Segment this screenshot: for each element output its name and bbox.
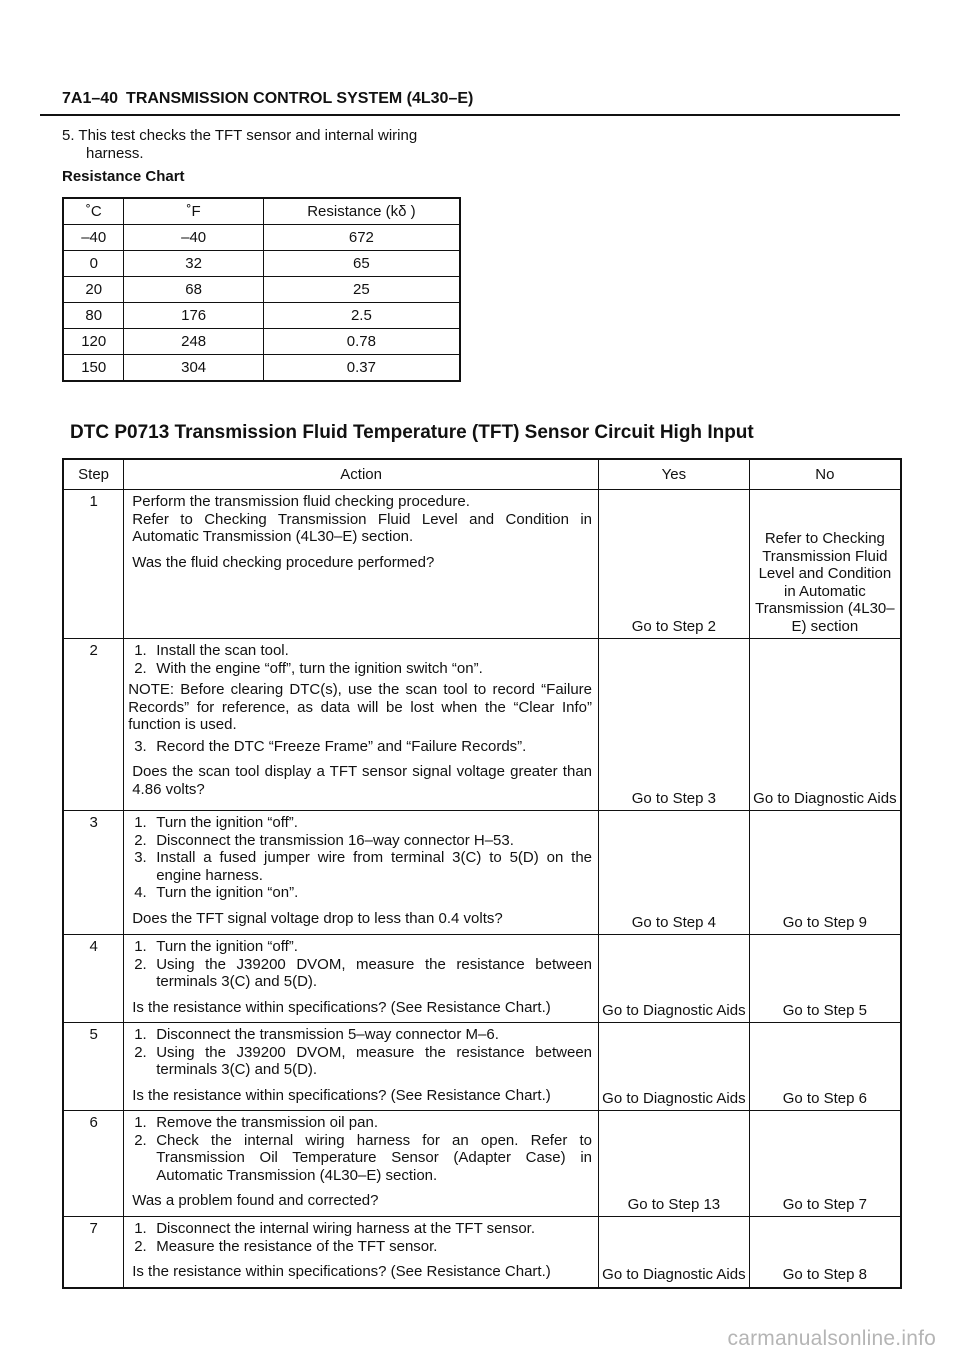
column-header-yes: Yes [599, 459, 750, 490]
list-number: 1. [134, 1026, 147, 1043]
table-cell: 25 [263, 277, 460, 303]
list-number: 2. [134, 955, 147, 973]
no-result: Go to Step 6 [749, 1023, 901, 1111]
list-text: Check the internal wiring harness for an open. Refer to Transmission Oil Temperature Sensor (Adapter Case) in Automatic Transmission (4L30–E) section. [156, 1131, 593, 1184]
table-row [63, 251, 460, 277]
action-question: Was the fluid checking procedure performed? [132, 553, 435, 571]
table-cell: 248 [124, 329, 263, 355]
action-question: Is the resistance within specifications? (See Resistance Chart.) [132, 1263, 551, 1280]
step-number: 7 [63, 1217, 124, 1288]
table-row [63, 329, 460, 355]
table-cell: 80 [63, 303, 124, 329]
table-cell: 176 [124, 303, 263, 329]
no-result: Refer to Checking Transmission Fluid Level and Condition in Automatic Transmission (4L30–E) section [749, 490, 901, 639]
yes-result: Go to Diagnostic Aids [599, 1217, 750, 1288]
page-code: 7A1–40 [62, 90, 119, 107]
table-cell: 0 [63, 251, 124, 277]
table-row-step-3 [63, 811, 901, 935]
list-item [132, 849, 592, 884]
step-number: 4 [63, 935, 124, 1023]
step-number: 3 [63, 811, 124, 935]
table-cell: 0.37 [263, 355, 460, 382]
list-text: Disconnect the internal wiring harness at the TFT sensor. [156, 1220, 536, 1237]
step-number: 6 [63, 1111, 124, 1217]
action-question: Is the resistance within specifications? (See Resistance Chart.) [132, 1086, 551, 1104]
column-header-celsius: ˚C [63, 198, 124, 225]
table-cell: 2.5 [263, 303, 460, 329]
note-text: NOTE: Before clearing DTC(s), use the scan tool to record “Failure Records” for reference, as data will be lost when the “Clear Info” function is used. [128, 681, 593, 733]
list-number: 2. [134, 1237, 147, 1255]
action-text: Refer to Checking Transmission Fluid Level and Condition in Automatic Transmission (4L30–E) section. [132, 510, 593, 545]
step-action [124, 935, 599, 1023]
table-cell: 65 [263, 251, 460, 277]
list-item [132, 1044, 592, 1079]
intro-text [62, 127, 417, 163]
list-text: Measure the resistance of the TFT sensor. [156, 1237, 438, 1255]
action-question: Does the TFT signal voltage drop to less than 0.4 volts? [132, 909, 503, 927]
step-number: 2 [63, 639, 124, 811]
table-row-step-2 [63, 639, 901, 811]
list-text: Turn the ignition “on”. [156, 884, 299, 901]
page-header [62, 90, 473, 108]
list-item [132, 956, 592, 991]
step-number: 5 [63, 1023, 124, 1111]
list-text: Using the J39200 DVOM, measure the resistance between terminals 3(C) and 5(D). [156, 955, 593, 990]
header-divider [40, 114, 900, 116]
list-number: 1. [134, 1220, 147, 1237]
no-result: Go to Step 5 [749, 935, 901, 1023]
no-result: Go to Diagnostic Aids [749, 639, 901, 811]
column-header-action: Action [124, 459, 599, 490]
list-item [132, 832, 592, 850]
list-item [132, 1026, 592, 1044]
table-header-row [63, 198, 460, 225]
list-text: Remove the transmission oil pan. [156, 1114, 378, 1131]
list-number: 4. [134, 884, 147, 901]
yes-result: Go to Step 13 [599, 1111, 750, 1217]
resistance-chart-table [62, 197, 461, 382]
table-cell: 0.78 [263, 329, 460, 355]
page-title: TRANSMISSION CONTROL SYSTEM (4L30–E) [126, 90, 474, 107]
action-question: Was a problem found and corrected? [132, 1192, 379, 1209]
table-cell: 32 [124, 251, 263, 277]
table-row [63, 277, 460, 303]
yes-result: Go to Step 3 [599, 639, 750, 811]
list-text: Disconnect the transmission 5–way connector M–6. [156, 1026, 499, 1043]
list-item [132, 938, 592, 956]
list-number: 3. [134, 849, 147, 866]
table-cell: 304 [124, 355, 263, 382]
column-header-fahrenheit: ˚F [124, 198, 263, 225]
list-text: Turn the ignition “off”. [156, 814, 298, 831]
list-item [132, 1132, 592, 1185]
list-item [132, 660, 592, 678]
list-number: 1. [134, 938, 147, 955]
table-row-step-1 [63, 490, 901, 639]
step-action [124, 811, 599, 935]
yes-result: Go to Diagnostic Aids [599, 935, 750, 1023]
list-item [132, 738, 592, 756]
list-item [132, 1220, 592, 1238]
list-text: Install a fused jumper wire from terminal 3(C) to 5(D) on the engine harness. [156, 849, 593, 884]
table-cell: 120 [63, 329, 124, 355]
intro-line-2: harness. [86, 145, 144, 162]
yes-result: Go to Step 2 [599, 490, 750, 639]
table-row [63, 303, 460, 329]
yes-result: Go to Diagnostic Aids [599, 1023, 750, 1111]
step-action [124, 1023, 599, 1111]
list-number: 2. [134, 1043, 147, 1061]
table-cell: 672 [263, 225, 460, 251]
intro-line-1: 5. This test checks the TFT sensor and internal wiring [62, 127, 418, 144]
table-row-step-4 [63, 935, 901, 1023]
table-cell: 20 [63, 277, 124, 303]
column-header-step: Step [63, 459, 124, 490]
step-action [124, 1111, 599, 1217]
action-question: Does the scan tool display a TFT sensor signal voltage greater than 4.86 volts? [132, 763, 593, 798]
list-number: 1. [134, 814, 147, 831]
yes-result: Go to Step 4 [599, 811, 750, 935]
table-cell: –40 [63, 225, 124, 251]
table-header-row [63, 459, 901, 490]
dtc-title: DTC P0713 Transmission Fluid Temperature (TFT) Sensor Circuit High Input [70, 422, 754, 443]
no-result: Go to Step 8 [749, 1217, 901, 1288]
list-text: Install the scan tool. [156, 642, 289, 659]
resistance-chart-title: Resistance Chart [62, 168, 185, 185]
list-number: 2. [134, 659, 147, 677]
step-action [124, 639, 599, 811]
list-item [132, 814, 592, 832]
step-number: 1 [63, 490, 124, 639]
table-row-step-6 [63, 1111, 901, 1217]
table-row [63, 225, 460, 251]
list-text: Using the J39200 DVOM, measure the resistance between terminals 3(C) and 5(D). [156, 1043, 593, 1078]
list-number: 1. [134, 1114, 147, 1131]
table-cell: 68 [124, 277, 263, 303]
list-text: With the engine “off”, turn the ignition switch “on”. [156, 659, 483, 677]
list-item [132, 1114, 592, 1132]
table-row [63, 355, 460, 382]
dtc-diagnostic-table [62, 458, 902, 1289]
action-question: Is the resistance within specifications? (See Resistance Chart.) [132, 998, 551, 1016]
column-header-resistance: Resistance (kδ ) [263, 198, 460, 225]
no-result: Go to Step 9 [749, 811, 901, 935]
list-text: Record the DTC “Freeze Frame” and “Failure Records”. [156, 737, 527, 755]
table-row-step-5 [63, 1023, 901, 1111]
table-cell: –40 [124, 225, 263, 251]
list-number: 2. [134, 831, 147, 849]
table-row-step-7 [63, 1217, 901, 1288]
table-cell: 150 [63, 355, 124, 382]
list-item [132, 1238, 592, 1256]
step-action [124, 490, 599, 639]
watermark: carmanualsonline.info [727, 1327, 936, 1350]
list-item [132, 884, 592, 902]
list-text: Turn the ignition “off”. [156, 938, 298, 955]
step-action [124, 1217, 599, 1288]
no-result: Go to Step 7 [749, 1111, 901, 1217]
list-number: 2. [134, 1131, 147, 1149]
list-number: 3. [134, 737, 147, 755]
list-number: 1. [134, 642, 147, 659]
column-header-no: No [749, 459, 901, 490]
list-item [132, 642, 592, 660]
action-text: Perform the transmission fluid checking procedure. [132, 493, 470, 510]
list-text: Disconnect the transmission 16–way connector H–53. [156, 831, 514, 849]
